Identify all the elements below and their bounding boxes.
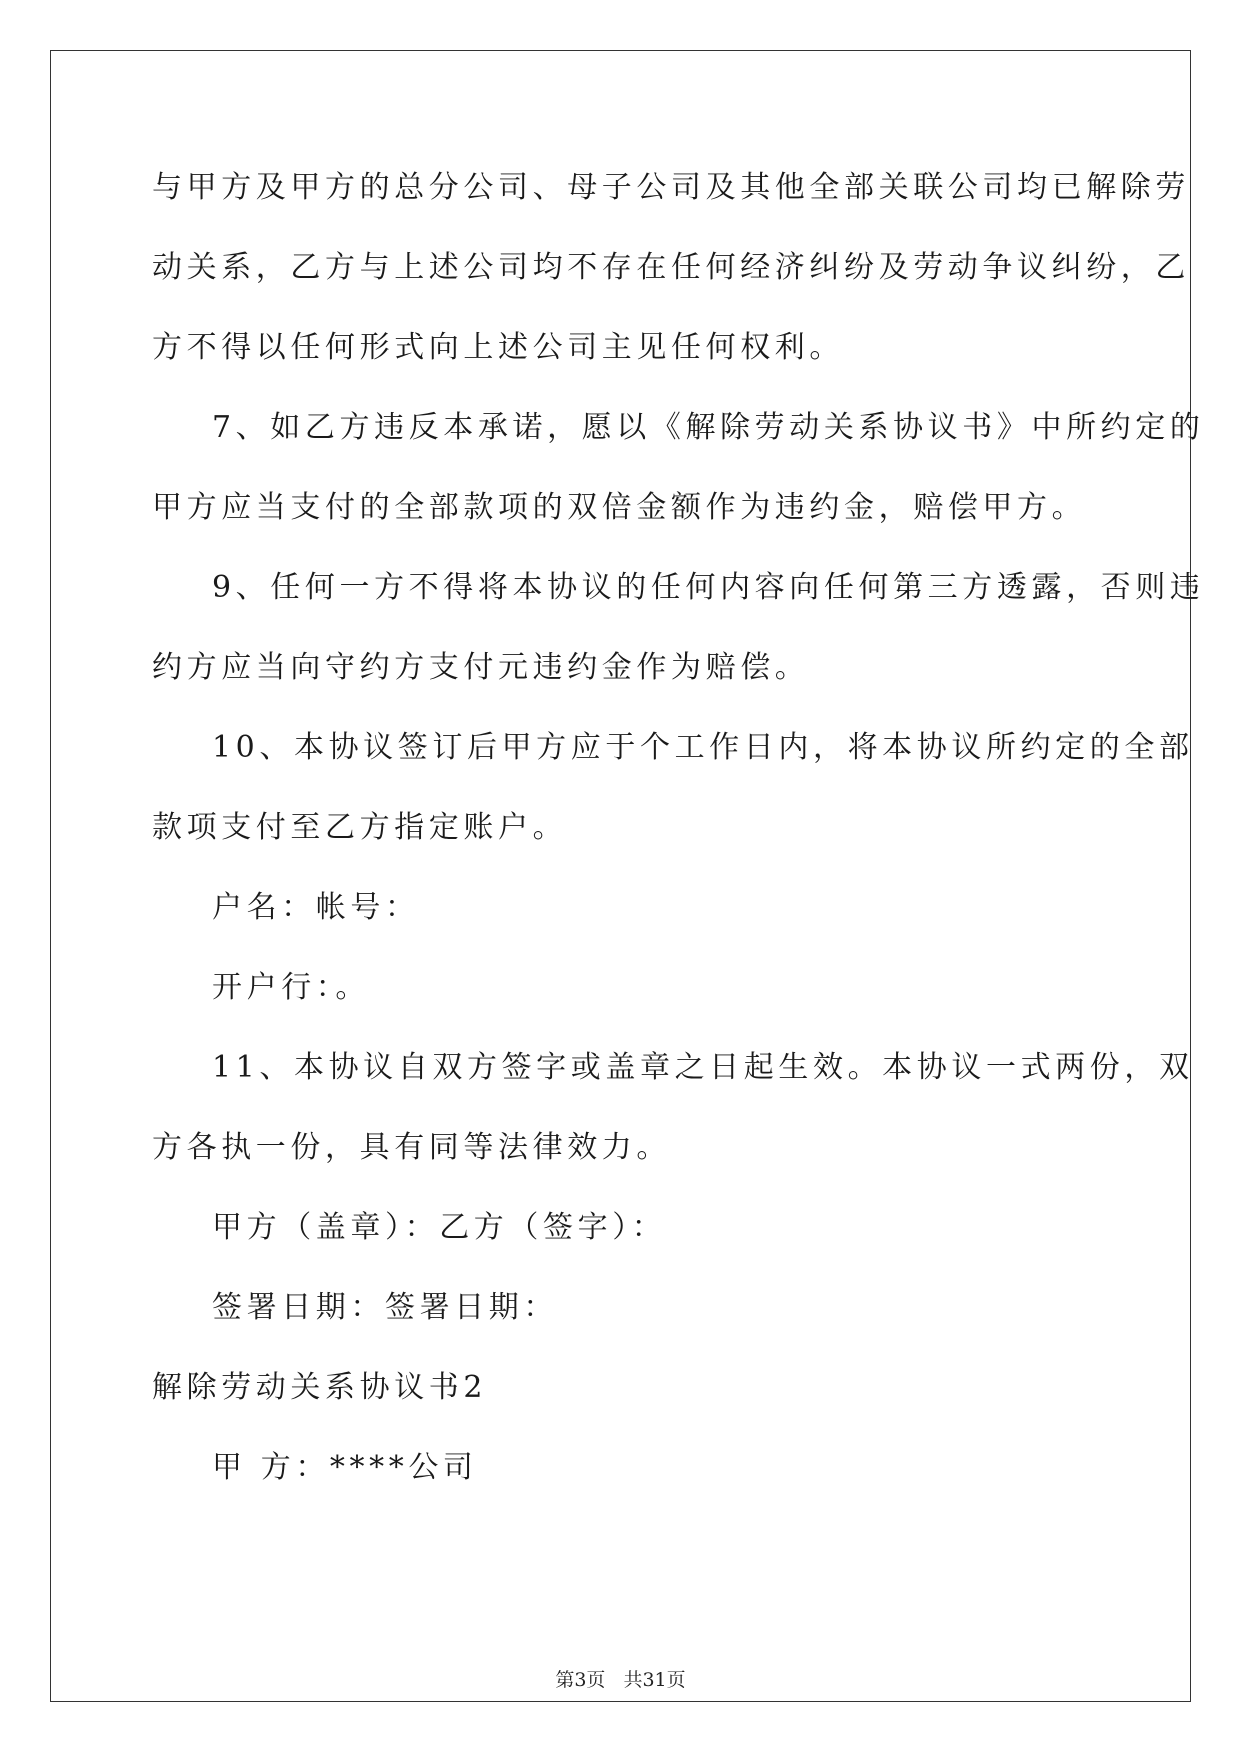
paragraph-line: 甲方应当支付的全部款项的双倍金额作为违约金，赔偿甲方。 (152, 490, 1087, 525)
signing-date-line: 签署日期：签署日期： (212, 1290, 558, 1325)
paragraph-line: 动关系，乙方与上述公司均不存在任何经济纠纷及劳动争议纠纷，乙 (152, 250, 1190, 285)
page-number: 第3页 (555, 1669, 606, 1691)
paragraph-line: 款项支付至乙方指定账户。 (152, 810, 568, 845)
clause-7: 7、如乙方违反本承诺，愿以《解除劳动关系协议书》中所约定的 (212, 410, 1205, 445)
clause-9: 9、任何一方不得将本协议的任何内容向任何第三方透露，否则违 (212, 570, 1205, 605)
paragraph-line: 方不得以任何形式向上述公司主见任何权利。 (152, 330, 844, 365)
paragraph-line: 约方应当向守约方支付元违约金作为赔偿。 (152, 650, 810, 685)
paragraph-line: 与甲方及甲方的总分公司、母子公司及其他全部关联公司均已解除劳 (152, 170, 1190, 205)
signature-line: 甲方（盖章）：乙方（签字）： (212, 1210, 667, 1245)
section-title: 解除劳动关系协议书2 (152, 1370, 488, 1405)
paragraph-line: 方各执一份，具有同等法律效力。 (152, 1130, 671, 1165)
page-total: 共31页 (623, 1669, 686, 1691)
clause-11: 11、本协议自双方签字或盖章之日起生效。本协议一式两份，双 (212, 1050, 1194, 1085)
party-a-line: 甲 方：****公司 (212, 1450, 478, 1485)
bank-line: 开户行：。 (212, 970, 370, 1005)
clause-10: 10、本协议签订后甲方应于个工作日内，将本协议所约定的全部 (212, 730, 1194, 765)
account-name-line: 户名：帐号： (212, 890, 420, 925)
page-footer (0, 1668, 1241, 1692)
